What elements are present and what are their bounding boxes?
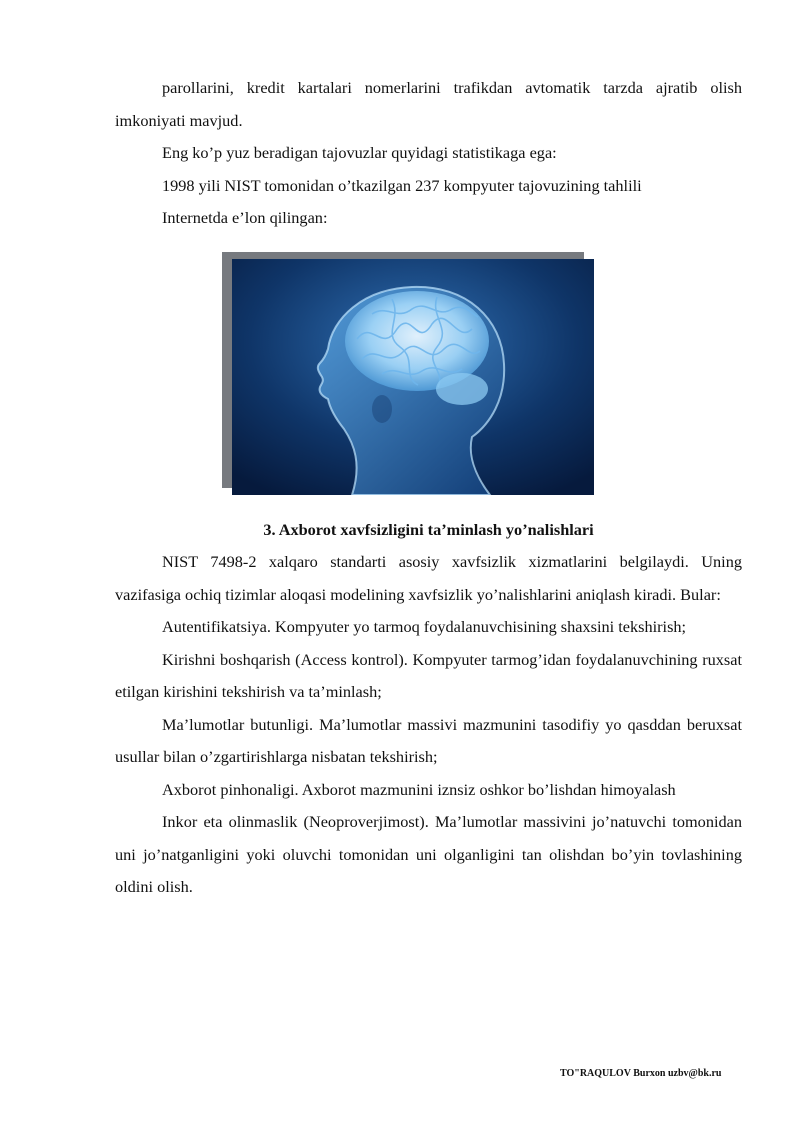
list-item: Ma’lumotlar butunligi. Ma’lumotlar massivi mazmunini tasodifiy yo qasddan beruxsat usullar bilan o’zgartirishlarga nisbatan tekshirish; bbox=[115, 714, 742, 766]
list-item: Autentifikatsiya. Kompyuter yo tarmoq foydalanuvchisining shaxsini tekshirish; bbox=[162, 617, 687, 636]
list-item: Kirishni boshqarish (Access kontrol). Kompyuter tarmog’idan foydalanuvchining ruxsat etilgan kirishini tekshirish va ta’minlash; bbox=[115, 649, 742, 701]
section-intro: NIST 7498-2 xalqaro standarti asosiy xavfsizlik xizmatlarini belgilaydi. Uning vazifasiga ochiq tizimlar aloqasi modelining xavfsizlik yo’nalishlarini aniqlash kiradi. Bular: bbox=[115, 552, 742, 604]
paragraph-1: parollarini, kredit kartalari nomerlarini trafikdan avtomatik tarzda ajratib olish imkoniyati mavjud. bbox=[115, 78, 742, 130]
paragraph-2: Eng ko’p yuz beradigan tajovuzlar quyidagi statistikaga ega: bbox=[162, 143, 557, 162]
list-item: Axborot pinhonaligi. Axborot mazmunini iznsiz oshkor bo’lishdan himoyalash bbox=[162, 779, 676, 799]
document-page bbox=[115, 72, 742, 904]
paragraph-4: Internetda e’lon qilingan: bbox=[162, 208, 328, 227]
page-footer: TO"RAQULOV Burxon uzbv@bk.ru bbox=[560, 1068, 722, 1079]
human-head-brain-illustration bbox=[232, 259, 594, 495]
section-heading: 3. Axborot xavfsizligini ta’minlash yo’nalishlari bbox=[263, 519, 594, 539]
paragraph-3: 1998 yili NIST tomonidan o’tkazilgan 237 kompyuter tajovuzining tahlili bbox=[162, 175, 642, 195]
figure bbox=[115, 252, 742, 514]
list-item: Inkor eta olinmaslik (Neoproverjimost). Ma’lumotlar massivini jo’natuvchi tomonidan uni jo’natganligini yoki oluvchi tomonidan uni olganligini tan olishdan bo’yin tovlashining oldini olish. bbox=[115, 812, 742, 896]
